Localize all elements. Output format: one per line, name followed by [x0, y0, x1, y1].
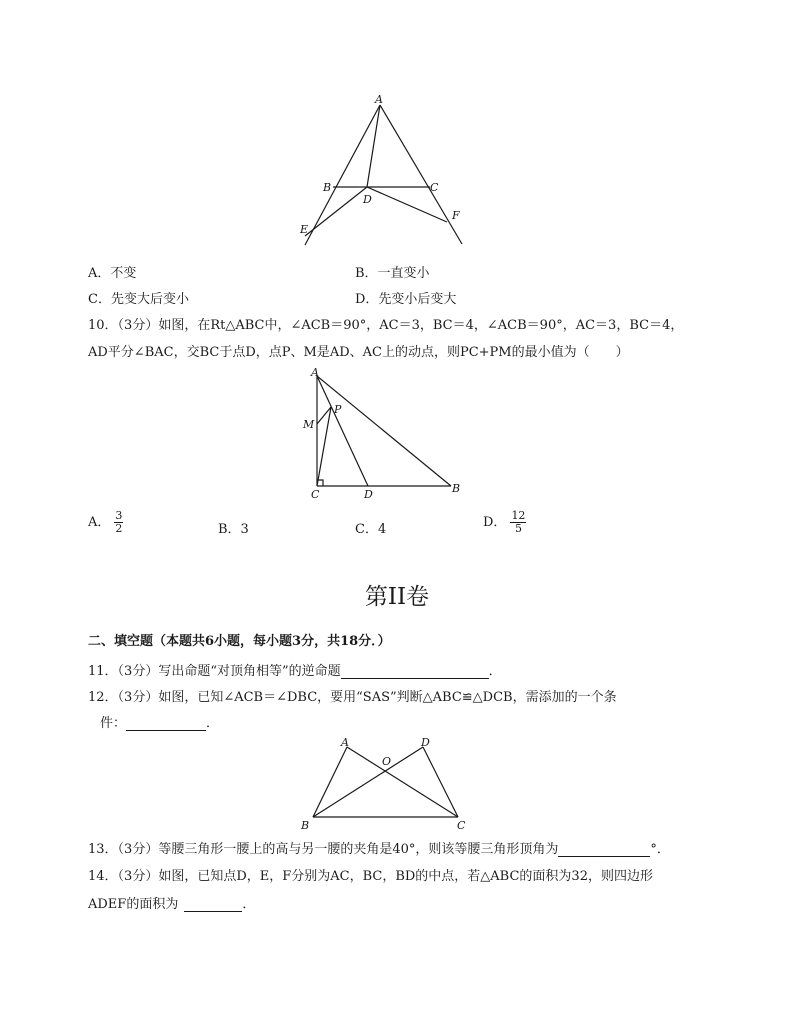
q10-label-A: A: [311, 366, 319, 379]
q14-line2: [88, 893, 255, 912]
q9-line-A-F: [380, 105, 462, 244]
q11-text: 11．（3分）写出命题“对顶角相等”的逆命题: [88, 664, 341, 679]
q12-label-A: A: [341, 736, 349, 749]
q12-answer-blank[interactable]: [126, 716, 206, 731]
q10-label-C: C: [311, 488, 320, 501]
q10-option-d-fraction: [510, 510, 526, 535]
q9-label-C: C: [430, 181, 439, 194]
q13-text: 13．（3分）等腰三角形一腰上的高与另一腰的夹角是40°，则该等腰三角形顶角为: [88, 842, 559, 857]
q12-line2: [100, 712, 219, 731]
q12-line2-end: ．: [206, 716, 220, 731]
q12-label-B: B: [301, 819, 310, 832]
q10-option-b: B．3: [218, 522, 249, 537]
q10-option-a-numerator: 3: [115, 509, 123, 522]
q14-line2-prefix: ADEF的面积为: [88, 897, 179, 912]
q10-line1: 10．（3分）如图，在Rt△ABC中，∠ACB＝90°，AC＝3，BC＝4，∠ACB＝90°，AC＝3，BC＝4，: [88, 318, 684, 333]
q12-line2-prefix: 件：: [100, 716, 127, 731]
q9-option-c: C．先变大后变小: [88, 292, 189, 307]
q12-line1: 12．（3分）如图，已知∠ACB＝∠DBC，要用“SAS”判断△ABC≌△DCB，需添加的一个条: [88, 690, 617, 705]
q9-label-D: D: [363, 193, 372, 206]
q12-label-C: C: [457, 819, 466, 832]
q10-option-d-numerator: 12: [511, 509, 526, 522]
q14-line1: 14．（3分）如图，已知点D，E，F分别为AC，BC，BD的中点，若△ABC的面积为32，则四边形: [88, 869, 653, 884]
q13-end: °．: [650, 842, 670, 857]
section-title: 第II卷: [364, 584, 430, 610]
q10-line-A-B: [317, 376, 451, 486]
q12-figure: [295, 734, 475, 834]
q10-option-a-prefix: A．: [88, 515, 111, 530]
q9-option-a: A．不变: [88, 266, 137, 281]
q10-line2: AD平分∠BAC，交BC于点D，点P、M是AD、AC上的动点，则PC+PM的最小值为（ ）: [88, 345, 629, 360]
q10-label-P: P: [334, 403, 342, 416]
q14-answer-blank[interactable]: [184, 897, 242, 912]
q12-line-A-C: [347, 747, 458, 817]
q14-line2-end: ．: [242, 897, 256, 912]
q9-line-D-E: [305, 187, 367, 236]
q13: [88, 838, 670, 857]
q9-option-b: B．一直变小: [355, 266, 430, 281]
q10-option-d: [483, 510, 526, 535]
q10-label-M: M: [303, 418, 315, 431]
part2-title: 二、填空题（本题共6小题，每小题3分，共18分．）: [88, 634, 391, 649]
q10-option-a: [88, 510, 123, 535]
q10-option-d-denominator: 5: [514, 522, 522, 535]
q12-label-O: O: [382, 755, 392, 768]
q11: [88, 660, 502, 679]
q10-line-A-D: [317, 376, 368, 486]
q12-label-D: D: [421, 736, 430, 749]
q10-figure: [300, 364, 470, 504]
q9-label-B: B: [323, 181, 332, 194]
q11-end: ．: [488, 664, 502, 679]
q9-label-E: E: [300, 223, 309, 236]
q10-label-D: D: [364, 488, 373, 501]
q10-label-B: B: [452, 482, 461, 495]
q13-answer-blank[interactable]: [558, 842, 650, 857]
q10-option-a-fraction: [114, 510, 123, 535]
q11-answer-blank[interactable]: [341, 664, 489, 679]
q10-line-P-C: [317, 407, 331, 486]
q10-option-a-denominator: 2: [115, 522, 123, 535]
q9-label-A: A: [375, 93, 383, 106]
q9-option-d: D．先变小后变大: [355, 292, 457, 307]
q9-figure: [290, 90, 490, 250]
q10-option-d-prefix: D．: [483, 515, 507, 530]
q9-label-F: F: [452, 209, 460, 222]
q10-option-c: C．4: [355, 522, 387, 537]
